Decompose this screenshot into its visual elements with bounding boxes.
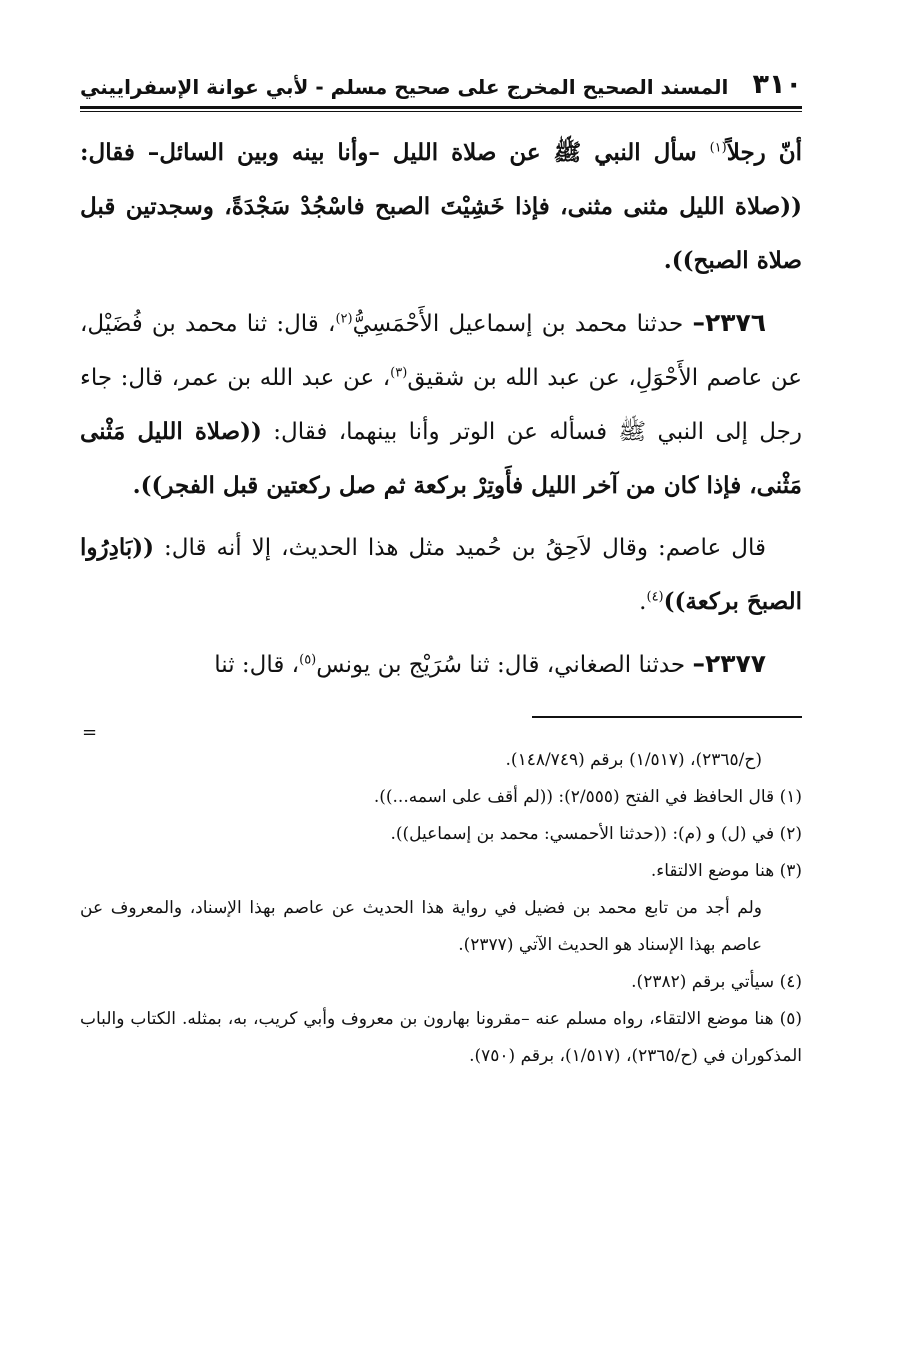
text-span: حدثنا الصغاني، قال: ثنا سُرَيْج بن يونس (316, 652, 693, 678)
footnote-2: (٢) في (ل) و (م): ((حدثنا الأحمسي: محمد بن إسماعيل)). (390, 824, 802, 844)
main-text (80, 126, 802, 692)
footnote-1: (١) قال الحافظ في الفتح (٢/٥٥٥): ((لم أقف على اسمه...)). (373, 787, 802, 807)
footnote-5: (٥) هنا موضع الالتقاء، رواه مسلم عنه –مقرونا بهارون بن معروف وأبي كريب، به، بمثله. الكتاب والباب المذكوران في (ح/٢٣٦٥)، (١/٥١٧)، برقم (٧٥٠). (80, 1009, 802, 1066)
footnotes (80, 724, 802, 1075)
footnote-continuation: (ح/٢٣٦٥)، (١/٥١٧) برقم (١٤٨/٧٤٩). (505, 750, 762, 770)
text-span: ، عن عبد الله بن عمر، قال: جاء رجل إلى النبي ﷺ فسأله عن الوتر وأنا بينهما، فقال: (80, 365, 803, 445)
text-span: سأل النبي ﷺ عن صلاة الليل –وأنا بينه وبين السائل– فقال: ((صلاة الليل مثنى مثنى، فإذا خَشِيْتَ الصبح فاسْجُدْ سَجْدَةً، وسجدتين قبل صلاة الصبح)). (80, 139, 802, 274)
text-span: قال عاصم: وقال لاَحِقُ بن حُميد مثل هذا الحديث، إلا أنه قال: (154, 535, 766, 561)
footnote-ref-4: (٤) (646, 589, 664, 605)
hadith-quote: ((بَادِرُوا الصبحَ بركعة)) (80, 534, 802, 615)
hadith-number-2377: ٢٣٧٧– (692, 649, 766, 678)
footnote-ref-3: (٣) (390, 365, 408, 381)
hadith-number-2376: ٢٣٧٦– (692, 308, 766, 337)
text-span: . (639, 589, 647, 615)
footnote-4: (٤) سيأتي برقم (٢٣٨٢). (631, 972, 802, 992)
text-span: أنّ رجلاً (726, 139, 802, 166)
footnote-ref-2: (٢) (335, 311, 353, 327)
running-title: المسند الصحيح المخرج على صحيح مسلم - لأبي عوانة الإسفراييني (80, 75, 729, 99)
continuation-mark: = (82, 722, 98, 743)
footnote-separator (532, 716, 802, 718)
page-header (80, 60, 802, 100)
page-number: ٣١٠ (752, 69, 802, 100)
footnote-ref-1: (١) (709, 140, 727, 156)
header-rule-thin (80, 111, 802, 112)
text-span: ، قال: ثنا (214, 652, 300, 678)
text-span: ، قال: ثنا محمد بن فُضَيْل، عن عاصم الأَحْوَلِ، عن عبد الله بن شقيق (80, 311, 802, 391)
paragraph-asim (80, 521, 802, 629)
header-rule-thick (80, 106, 802, 109)
paragraph-hadith-2376 (80, 296, 802, 513)
text-span: حدثنا محمد بن إسماعيل الأَحْمَسِيُّ (352, 311, 693, 337)
footnote-ref-5: (٥) (299, 652, 317, 668)
book-page (80, 60, 802, 1075)
footnote-3: (٣) هنا موضع الالتقاء. (650, 861, 802, 881)
footnote-3-continued: ولم أجد من تابع محمد بن فضيل في رواية هذا الحديث عن عاصم بهذا الإسناد، والمعروف عن عاصم بهذا الإسناد هو الحديث الآتي (٢٣٧٧). (80, 898, 762, 955)
paragraph-hadith-2377 (80, 637, 802, 692)
hadith-quote: ((صلاة الليل مَثْنى مَثْنى، فإذا كان من آخر الليل فأَوتِرْ بركعة ثم صل ركعتين قبل الفجر)). (80, 418, 802, 499)
paragraph-hadith-continuation (80, 126, 802, 288)
